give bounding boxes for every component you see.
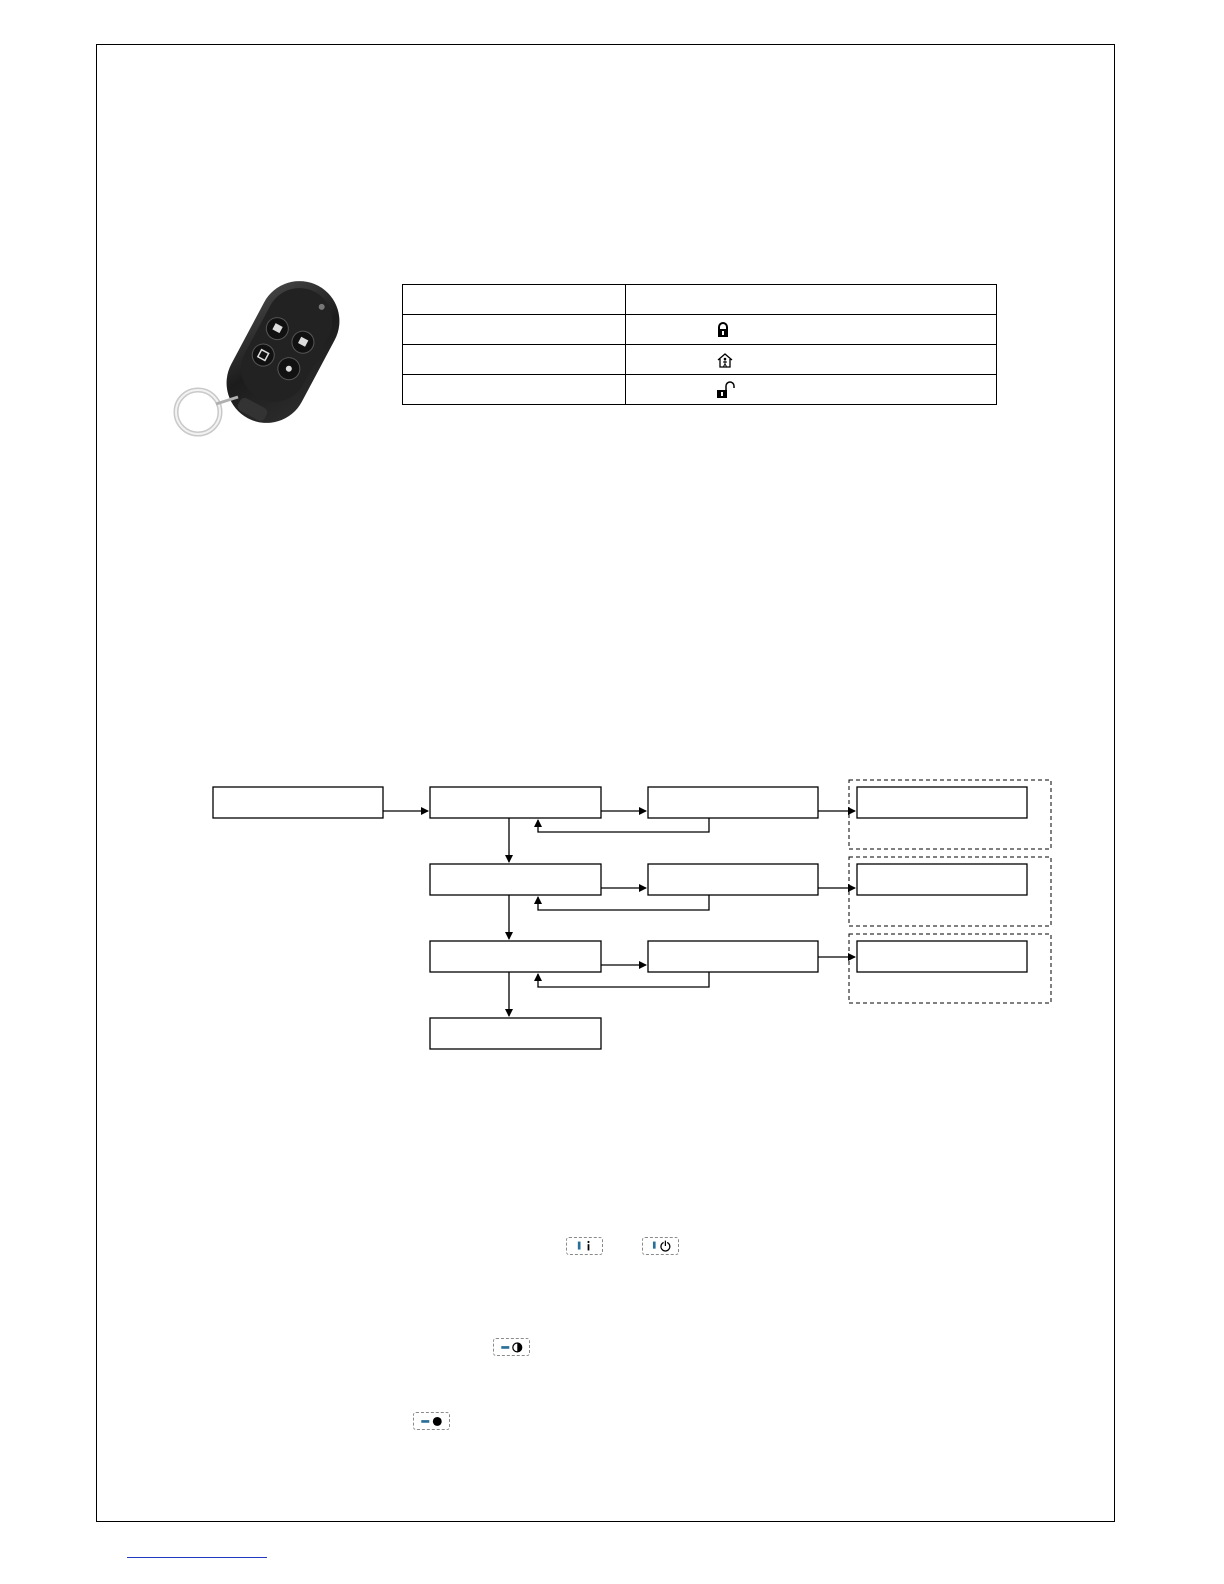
table-header-row <box>403 285 997 315</box>
page-frame <box>96 44 1115 1522</box>
unlock-icon <box>716 381 736 399</box>
table-row <box>403 315 997 345</box>
half-circle-key-icon <box>493 1338 530 1356</box>
table-cell <box>403 315 626 345</box>
table-cell <box>626 345 997 375</box>
table-cell <box>403 375 626 405</box>
table-row <box>403 345 997 375</box>
home-person-icon <box>716 352 734 368</box>
table-cell <box>626 285 997 315</box>
keyfob-remote-icon <box>168 272 358 442</box>
table-cell <box>626 375 997 405</box>
lock-icon <box>716 322 730 338</box>
table-cell <box>403 285 626 315</box>
footer-link-underline[interactable] <box>127 1557 267 1558</box>
function-table <box>402 284 997 405</box>
table-row <box>403 375 997 405</box>
full-circle-key-icon <box>413 1412 450 1430</box>
table-cell <box>626 315 997 345</box>
table-cell <box>403 345 626 375</box>
next-info-key-icon <box>566 1237 603 1255</box>
power-key-icon <box>642 1237 679 1255</box>
